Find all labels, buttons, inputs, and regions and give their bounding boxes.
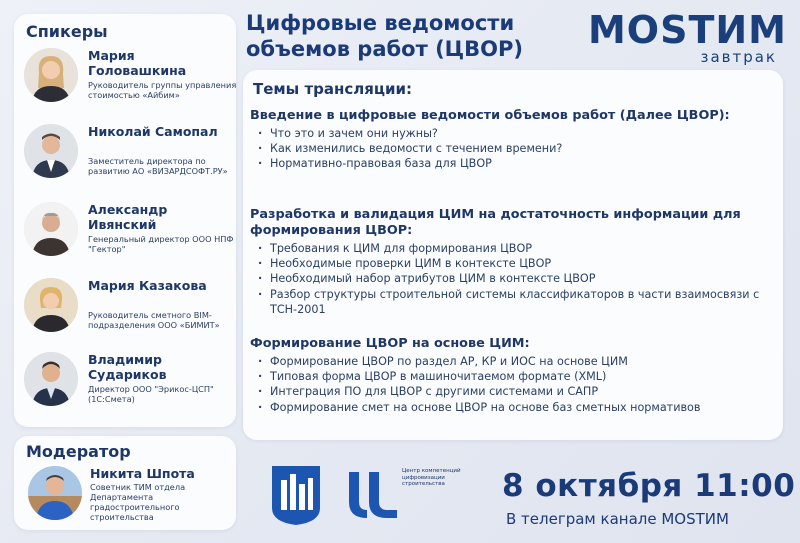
speaker-name: Александр Ивянский [88, 202, 168, 232]
topic-item: · Типовая форма ЦВОР в машиночитаемом формате (XML) [258, 369, 770, 384]
topic-item: · Необходимые проверки ЦИМ в контексте ЦВОР [258, 256, 770, 271]
moscow-building-logo [270, 464, 322, 526]
moderator-role: Советник ТИМ отдела Департамента градостроительного строительства [90, 482, 186, 522]
speaker-card [24, 124, 236, 188]
speaker-role: Руководитель группы управления стоимостью «Айбим» [88, 80, 237, 100]
moderator-photo [28, 466, 82, 520]
topic-section-title: Формирование ЦВОР на основе ЦИМ: [250, 336, 530, 351]
event-date-time: 8 октября 11:00 [502, 468, 796, 504]
speaker-role: Директор ООО "Эрикос-ЦСП" (1С:Смета) [88, 384, 214, 404]
speaker-card [24, 278, 236, 342]
speaker-photo [24, 124, 78, 178]
speaker-role: Руководитель сметного BIM-подразделения ООО «БИМИТ» [88, 310, 220, 330]
competence-center-text: Центр компетенций цифровизации строительства [402, 468, 461, 487]
event-title: Цифровые ведомости объемов работ (ЦВОР) [246, 11, 524, 61]
topic-item: · Что это и зачем они нужны? [258, 126, 770, 141]
moderator-panel [14, 436, 236, 530]
topic-item: · Требования к ЦИМ для формирования ЦВОР [258, 241, 770, 256]
event-channel: В телеграм канале MOSTИМ [506, 510, 729, 528]
brand-subtitle: завтрак [700, 48, 777, 66]
topic-item: · Формирование ЦВОР по раздел АР, КР и ИОС на основе ЦИМ [258, 354, 770, 369]
speaker-photo [24, 48, 78, 102]
topic-item: · Разбор структуры строительной системы классификаторов в части взаимосвязи с ТСН-2001 [258, 287, 770, 317]
speaker-role: Заместитель директора по развитию АО «ВИЗАРДСОФТ.РУ» [88, 156, 228, 176]
speaker-name: Николай Самопал [88, 124, 218, 139]
mostim-logo [582, 8, 787, 66]
moderator-name: Никита Шпота [90, 466, 195, 481]
speaker-card [24, 202, 236, 266]
speaker-card [24, 48, 236, 112]
brand-wordmark: MOSTИМ [587, 8, 787, 52]
topic-item: · Необходимый набор атрибутов ЦИМ в контексте ЦВОР [258, 271, 770, 286]
topic-section [250, 207, 770, 317]
topics-panel [243, 70, 783, 440]
topic-item: · Нормативно-правовая база для ЦВОР [258, 156, 770, 171]
topic-item: · Как изменились ведомости с течением времени? [258, 141, 770, 156]
moderator-title: Модератор [26, 442, 131, 461]
topic-section [250, 336, 770, 415]
speaker-photo [24, 278, 78, 332]
topic-section-title: Разработка и валидация ЦИМ на достаточность информации для формирования ЦВОР: [250, 207, 741, 238]
speaker-name: Мария Казакова [88, 278, 207, 293]
speaker-name: Владимир Судариков [88, 352, 167, 382]
competence-center-logo [345, 468, 401, 520]
speakers-panel [14, 14, 236, 427]
topics-heading: Темы трансляции: [253, 80, 413, 98]
topic-item: · Интеграция ПО для ЦВОР с другими системами и САПР [258, 384, 770, 399]
speaker-name: Мария Головашкина [88, 48, 187, 78]
topic-item: · Формирование смет на основе ЦВОР на основе баз сметных нормативов [258, 400, 770, 415]
speaker-photo [24, 352, 78, 406]
speaker-photo [24, 202, 78, 256]
speakers-title: Спикеры [26, 22, 108, 41]
speaker-card [24, 352, 236, 416]
topic-section [250, 108, 770, 172]
topic-section-title: Введение в цифровые ведомости объемов работ (Далее ЦВОР): [250, 108, 730, 123]
speaker-role: Генеральный директор ООО НПФ "Гектор" [88, 234, 234, 254]
moderator-card [28, 466, 240, 530]
